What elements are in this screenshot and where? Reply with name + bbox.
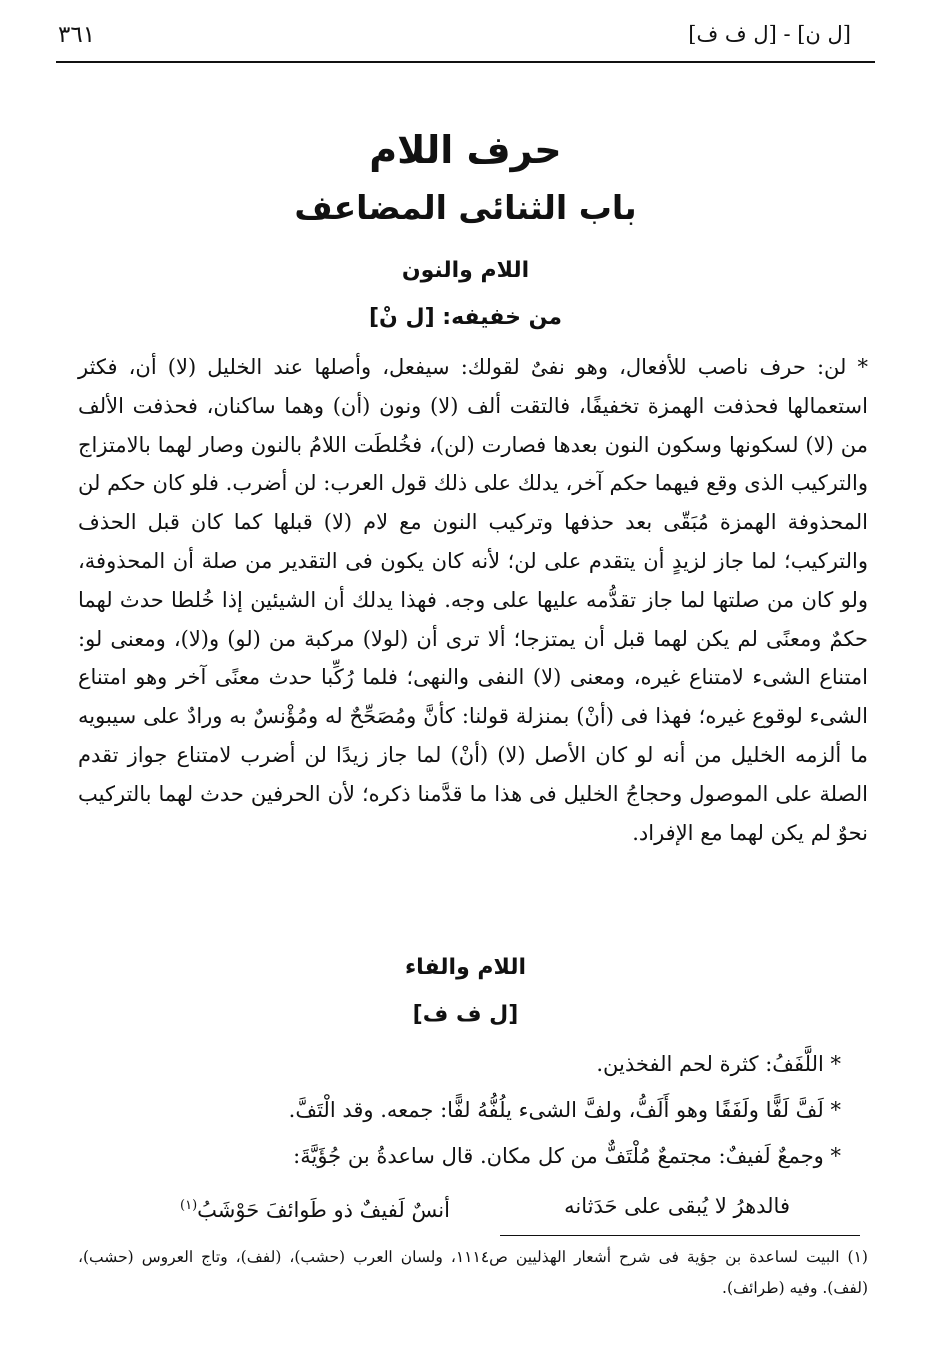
footnote-reference: (١) [180,1198,198,1213]
verse-second-hemistich [180,1188,450,1228]
entry-lafif: * وجمعٌ لَفيفٌ: مجتمعٌ مُلْتَفٌّ من كل مكان. قال ساعدةُ بن جُؤَيَّةَ: [293,1144,841,1168]
entry-laff: * لَفَّ لَفًّا ولَفَفًا وهو أَلَفُّ، ولفَّ الشىء يلُفُّهُ لفًّا: جمعه. وقد الْتَفَّ. [288,1098,841,1122]
entries-list [141,1044,841,1182]
verse-second-hemistich-text: أنسٌ لَفيفٌ ذو طَوائفَ حَوْشَبُ [197,1198,450,1222]
verse-first-hemistich: فالدهرُ لا يُبقى على حَدَثانه [564,1194,790,1218]
entry-lan-paragraph: * لن: حرف ناصب للأفعال، وهو نفىٌ لقولك: سيفعل، وأصلها عند الخليل (لا) أن، فكثر استعمالها فحذفت الهمزة تخفيفًا، فالتقت ألف (لا) ونون (أن) وهما ساكنان، فحذفت الألف من (لا) لسكونها وسكون النون بعدها فصارت (لن)، فخُلطَت اللامُ بالنون وصار لهما بالامتزاج والتركيب الذى وقع فيهما حكم آخر، يدلك على ذلك قول العرب: لن أضرب. فلو كان حكم لن المحذوفة الهمزة مُبَقّى بعد حذفها وتركيب النون مع لام (لا) قبلها كما كان قبل الحذف والتركيب؛ لما جاز لزيدٍ أن يتقدم على لن؛ لأنه كان يكون فى التقدير من صلة أن المحذوفة، ولو كان من صلتها لما جاز تقدُّمه عليها على وجه. فهذا يدلك أن الشيئين إذا خُلطا حدث لهما حكمٌ ومعنًى لم يكن لهما قبل أن يمتزجا؛ ألا ترى أن (لولا) مركبة من (لو) و(لا)، ومعنى لو: امتناع الشىء لامتناع غيره، ومعنى (لا) النفى والنهى؛ فلما رُكِّبا حدث معنًى آخر وهو امتناع الشىء لوقوع غيره؛ فهذا فى (أنْ) بمنزلة قولنا: كأنَّ ومُصَحِّحٌ له ومُؤْنسٌ به ورادٌ على سيبويه ما ألزمه الخليل من أنه لو كان الأصل (لا) (أنْ) لما جاز زيدًا لن أضرب لامتناع جواز تقدم الصلة على الموصول وحجاجُ الخليل فى هذا ما قدَّمنا ذكره؛ لأن الحرفين حدث لهما بالتركيب نحوٌ لم يكن لهما مع الإفراد. [78,355,868,845]
poetry-verse [150,1188,850,1224]
subsection-title-lam-fa: اللام والفاء [404,955,527,980]
running-head: [ل ن] - [ل ف ف] [688,22,851,46]
footnote-rule [500,1235,860,1236]
section-title: باب الثنائى المضاعف [294,188,637,227]
footnote-1: (١) البيت لساعدة بن جؤية فى شرح أشعار الهذليين ص١١١٤، ولسان العرب (حشب)، (لفف)، وتاج العروس (حشب)، (لفف). وفيه (طرائف). [78,1248,868,1297]
entry-laffaf: * اللَّفَفُ: كثرة لحم الفخذين. [596,1052,841,1076]
entry-lan [78,348,868,852]
subsection-root-lam-nun: من خفيفه: [ل نْ] [368,305,562,330]
footnotes [78,1242,868,1304]
header-rule [56,61,875,63]
subsection-title-lam-nun: اللام والنون [401,258,530,283]
chapter-title: حرف اللام [369,128,562,172]
subsection-root-lam-fa: [ل ف ف] [412,1002,519,1027]
page-number: ٣٦١ [58,22,96,48]
